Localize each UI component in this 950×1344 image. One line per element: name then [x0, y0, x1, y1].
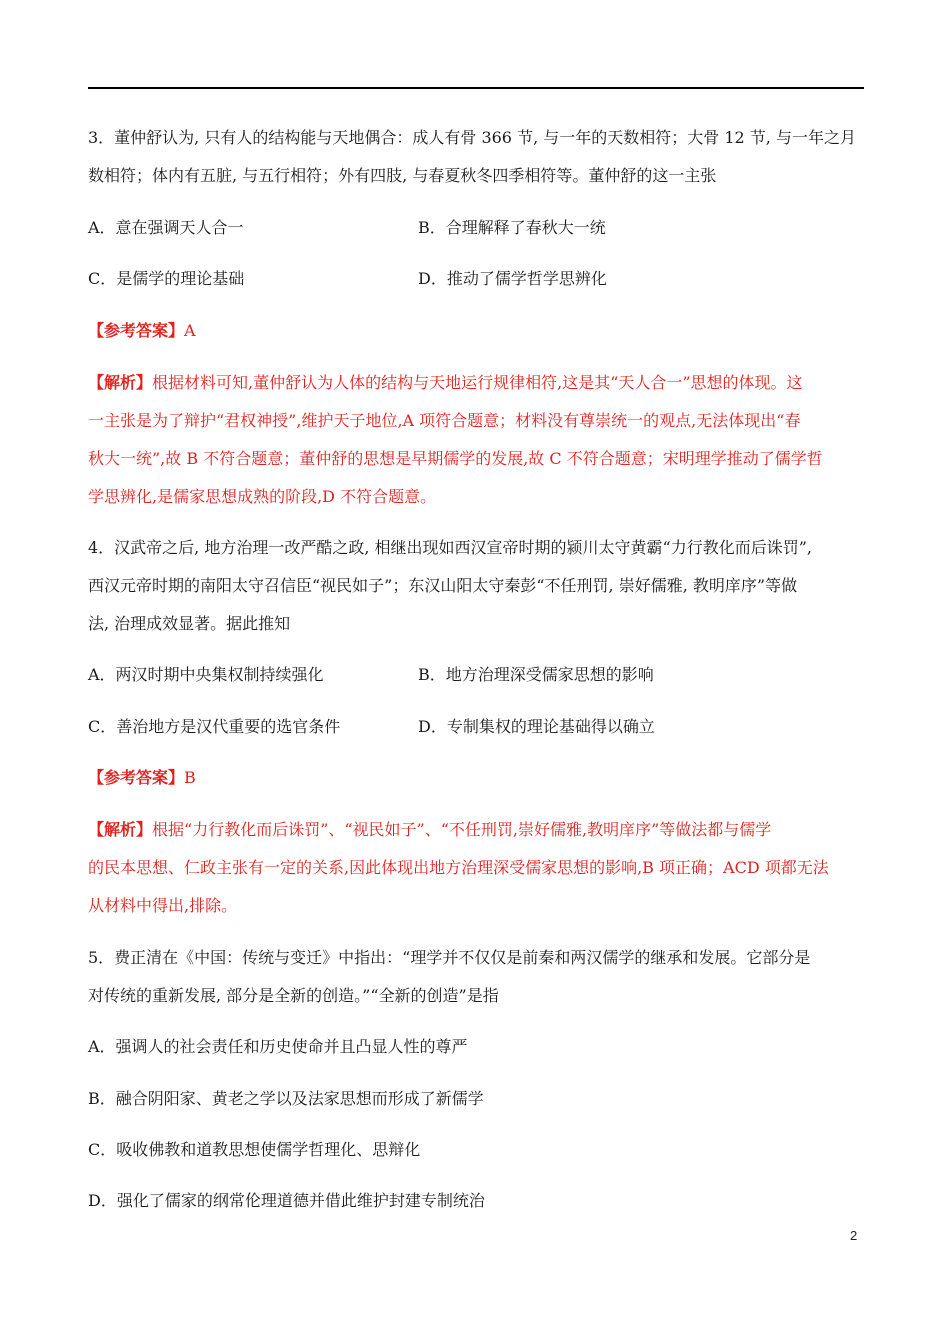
q4-answer-value: B [184, 768, 196, 787]
q5-option-d: D．强化了儒家的纲常伦理道德并借此维护封建专制统治 [88, 1191, 485, 1210]
q4-option-b: B．地方治理深受儒家思想的影响 [418, 665, 654, 684]
q3-answer [88, 321, 868, 341]
q4-stem-line-2: 西汉元帝时期的南阳太守召信臣“视民如子”；东汉山阳太守秦彭“不任刑罚, 崇好儒雅, 教明庠序”等做 [88, 576, 798, 595]
q3-analysis-line-4: 学思辨化,是儒家思想成熟的阶段,D 不符合题意。 [88, 487, 437, 506]
q4-analysis-text-1: 根据“力行教化而后诛罚”、“视民如子”、“不任刑罚,崇好儒雅,教明庠序”等做法都与儒学 [152, 820, 772, 839]
q3-answer-label: 【参考答案】 [88, 321, 185, 340]
q3-analysis-line-3: 秋大一统”,故 B 不符合题意；董仲舒的思想是早期儒学的发展,故 C 不符合题意；宋明理学推动了儒学哲 [88, 449, 823, 468]
q3-option-a: A．意在强调天人合一 [88, 218, 244, 237]
q4-answer-label: 【参考答案】 [88, 768, 185, 787]
page-number: 2 [850, 1228, 858, 1243]
q4-stem-line-3: 法, 治理成效显著。据此推知 [88, 614, 291, 633]
q3-analysis-line-2: 一主张是为了辩护“君权神授”,维护天子地位,A 项符合题意；材料没有尊崇统一的观点,无法体现出“春 [88, 411, 801, 430]
q3-analysis-label: 【解析】 [88, 373, 153, 392]
header-rule [88, 87, 864, 89]
q3-option-d: D．推动了儒学哲学思辨化 [418, 269, 607, 288]
q4-option-a: A．两汉时期中央集权制持续强化 [88, 665, 324, 684]
q3-analysis-text-1: 根据材料可知,董仲舒认为人体的结构与天地运行规律相符,这是其“天人合一”思想的体现。这 [152, 373, 803, 392]
q5-stem-line-2: 对传统的重新发展, 部分是全新的创造。”“全新的创造”是指 [88, 986, 499, 1005]
q5-stem-line-1: 5．费正清在《中国：传统与变迁》中指出：“理学并不仅仅是前秦和两汉儒学的继承和发展。它部分是 [88, 948, 811, 967]
q3-analysis-line-1 [88, 373, 868, 393]
q5-option-a: A．强调人的社会责任和历史使命并且凸显人性的尊严 [88, 1037, 468, 1056]
q3-stem-line-1: 3．董仲舒认为, 只有人的结构能与天地偶合：成人有骨 366 节, 与一年的天数相符；大骨 12 节, 与一年之月 [88, 128, 856, 147]
q4-analysis-label: 【解析】 [88, 820, 153, 839]
q4-stem-line-1: 4．汉武帝之后, 地方治理一改严酷之政, 相继出现如西汉宣帝时期的颍川太守黄霸“力行教化而后诛罚”, [88, 538, 812, 557]
q5-option-b: B．融合阴阳家、黄老之学以及法家思想而形成了新儒学 [88, 1089, 484, 1108]
q3-answer-value: A [184, 321, 196, 340]
q4-option-c: C．善治地方是汉代重要的选官条件 [88, 717, 341, 736]
q4-analysis-line-2: 的民本思想、仁政主张有一定的关系,因此体现出地方治理深受儒家思想的影响,B 项正确；ACD 项都无法 [88, 858, 829, 877]
q3-stem-line-2: 数相符；体内有五脏, 与五行相符；外有四肢, 与春夏秋冬四季相符等。董仲舒的这一主张 [88, 166, 717, 185]
q4-analysis-line-3: 从材料中得出,排除。 [88, 896, 238, 915]
q4-option-d: D．专制集权的理论基础得以确立 [418, 717, 655, 736]
q3-option-b: B．合理解释了春秋大一统 [418, 218, 606, 237]
q5-option-c: C．吸收佛教和道教思想使儒学哲理化、思辩化 [88, 1140, 421, 1159]
q4-analysis-line-1 [88, 820, 868, 840]
q4-answer [88, 768, 868, 788]
q3-option-c: C．是儒学的理论基础 [88, 269, 245, 288]
